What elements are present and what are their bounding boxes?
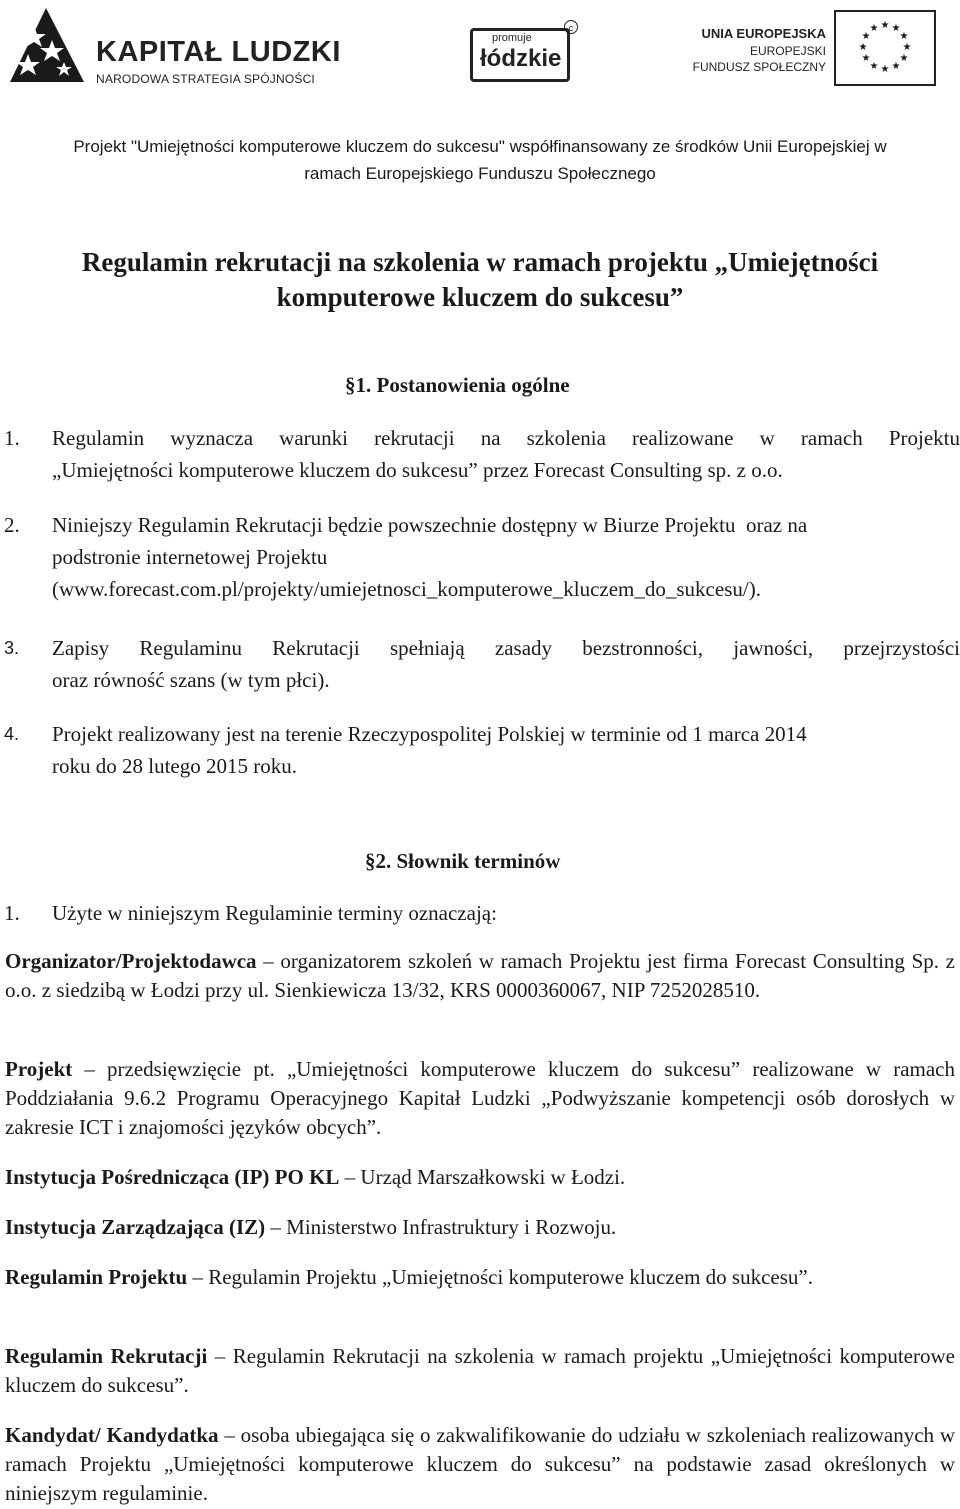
- list-item-text: [52, 509, 960, 605]
- kapital-ludzki-logo: [6, 6, 341, 86]
- svg-text:★: ★: [891, 61, 901, 72]
- svg-text:★: ★: [899, 31, 909, 42]
- glossary-term: Organizator/Projektodawca: [5, 949, 257, 973]
- list-item-line: roku do 28 lutego 2015 roku.: [52, 754, 297, 778]
- glossary-term: Projekt: [5, 1057, 73, 1081]
- kapital-ludzki-subtitle: NARODOWA STRATEGIA SPÓJNOŚCI: [96, 72, 315, 86]
- glossary-definition: – Regulamin Projektu „Umiejętności komputerowe kluczem do sukcesu”.: [187, 1265, 813, 1289]
- glossary-entry: [5, 1342, 955, 1400]
- list-item-line: Zapisy Regulaminu Rekrutacji spełniają zasady bezstronności, jawności, przejrzystości: [52, 636, 960, 660]
- lodzkie-small-text: promuje: [492, 32, 532, 44]
- svg-text:★: ★: [861, 53, 871, 64]
- glossary-term: Regulamin Projektu: [5, 1265, 188, 1289]
- section-2-intro: [4, 897, 960, 929]
- list-item: [4, 422, 960, 486]
- list-item-number: 3.: [4, 638, 20, 658]
- svg-text:★: ★: [869, 61, 879, 72]
- list-item-line: oraz równość szans (w tym płci).: [52, 668, 330, 692]
- glossary-term: Kandydat/ Kandydatka: [5, 1423, 219, 1447]
- svg-text:★: ★: [858, 42, 868, 53]
- list-item-line: (www.forecast.com.pl/projekty/umiejetnosci_komputerowe_kluczem_do_sukcesu/).: [52, 577, 761, 601]
- eu-line1: UNIA EUROPEJSKA: [701, 26, 826, 41]
- logo-band: [0, 0, 960, 90]
- glossary-term: Instytucja Zarządzająca (IZ): [5, 1215, 266, 1239]
- glossary-entry: [5, 1055, 955, 1142]
- svg-text:★: ★: [880, 20, 890, 31]
- eu-line2: EUROPEJSKI: [749, 44, 826, 58]
- glossary-entry: [5, 947, 955, 1005]
- eu-flag-icon: [834, 10, 936, 86]
- list-item: [4, 509, 960, 605]
- glossary-entry: [5, 1263, 955, 1292]
- section-2-intro-text: Użyte w niniejszym Regulaminie terminy oznaczają:: [52, 901, 497, 925]
- section-2-heading: §2. Słownik terminów: [365, 849, 561, 873]
- list-item-text: [52, 718, 960, 782]
- list-item: [4, 718, 960, 782]
- list-item-number: 1.: [4, 426, 20, 450]
- glossary-definition: – Regulamin Rekrutacji na szkolenia w ramach projektu „Umiejętności komputerowe kluczem do sukcesu”.: [5, 1344, 955, 1397]
- project-funding-line: [0, 133, 960, 187]
- eu-logo: [690, 4, 946, 86]
- list-item-line: Regulamin wyznacza warunki rekrutacji na szkolenia realizowane w ramach Projektu: [52, 426, 960, 450]
- glossary-definition: – Urząd Marszałkowski w Łodzi.: [339, 1165, 626, 1189]
- glossary-definition: – organizatorem szkoleń w ramach Projektu jest firma Forecast Consulting Sp. z o.o. z siedzibą w Łodzi przy ul. Sienkiewicza 13/32, KRS 0000360067, NIP 7252028510.: [5, 949, 955, 1002]
- project-funding-line-1: Projekt "Umiejętności komputerowe kluczem do sukcesu" współfinansowany ze środków Unii Europejskiej w: [73, 137, 887, 156]
- list-item-number: 2.: [4, 513, 20, 537]
- project-funding-line-2: ramach Europejskiego Funduszu Społecznego: [304, 164, 656, 183]
- kapital-ludzki-emblem-icon: [6, 6, 88, 86]
- list-item-line: „Umiejętności komputerowe kluczem do sukcesu” przez Forecast Consulting sp. z o.o.: [52, 458, 783, 482]
- glossary-definition: – osoba ubiegająca się o zakwalifikowanie do udziału w szkoleniach realizowanych w ramach Projektu „Umiejętności komputerowe kluczem do sukcesu” na podstawie zasad określonych w niniejszym regulaminie.: [5, 1423, 955, 1505]
- svg-text:★: ★: [861, 31, 871, 42]
- list-item-text: [52, 422, 960, 486]
- svg-text:★: ★: [869, 23, 879, 34]
- eu-line3: FUNDUSZ SPOŁECZNY: [692, 60, 826, 74]
- list-item: [4, 632, 960, 696]
- document-title-line-2: komputerowe kluczem do sukcesu”: [276, 282, 684, 312]
- glossary-definition: – przedsięwzięcie pt. „Umiejętności komputerowe kluczem do sukcesu” realizowane w ramach Poddziałania 9.6.2 Programu Operacyjnego Kapitał Ludzki „Podwyższanie kompetencji osób dorosłych w zakresie ICT i znajomości języków obcych”.: [5, 1057, 955, 1139]
- list-item-line: Projekt realizowany jest na terenie Rzeczypospolitej Polskiej w terminie od 1 marca 2014: [52, 722, 807, 746]
- svg-text:★: ★: [880, 64, 890, 75]
- list-item-number: 1.: [4, 901, 20, 925]
- list-item-line: podstronie internetowej Projektu: [52, 545, 328, 569]
- section-1-heading: §1. Postanowienia ogólne: [345, 373, 570, 397]
- glossary-entry: [5, 1421, 955, 1508]
- glossary-entry: [5, 1163, 955, 1192]
- list-item-text: [52, 632, 960, 696]
- lodzkie-mark-icon: c: [564, 20, 578, 34]
- kapital-ludzki-title: KAPITAŁ LUDZKI: [96, 36, 341, 68]
- list-item-line: Niniejszy Regulamin Rekrutacji będzie powszechnie dostępny w Biurze Projektu oraz na: [52, 513, 808, 537]
- svg-text:★: ★: [891, 23, 901, 34]
- svg-text:★: ★: [899, 53, 909, 64]
- glossary-entry: [5, 1213, 955, 1242]
- list-item-number: 4.: [4, 724, 20, 744]
- document-title-line-1: Regulamin rekrutacji na szkolenia w ramach projektu „Umiejętności: [81, 247, 879, 277]
- glossary-definition: – Ministerstwo Infrastruktury i Rozwoju.: [265, 1215, 617, 1239]
- document-title: [0, 245, 960, 315]
- glossary-term: Regulamin Rekrutacji: [5, 1344, 208, 1368]
- lodzkie-logo: [470, 20, 576, 82]
- glossary-term: Instytucja Pośrednicząca (IP) PO KL: [5, 1165, 340, 1189]
- lodzkie-main-text: łódzkie: [480, 45, 562, 72]
- svg-text:★: ★: [902, 42, 912, 53]
